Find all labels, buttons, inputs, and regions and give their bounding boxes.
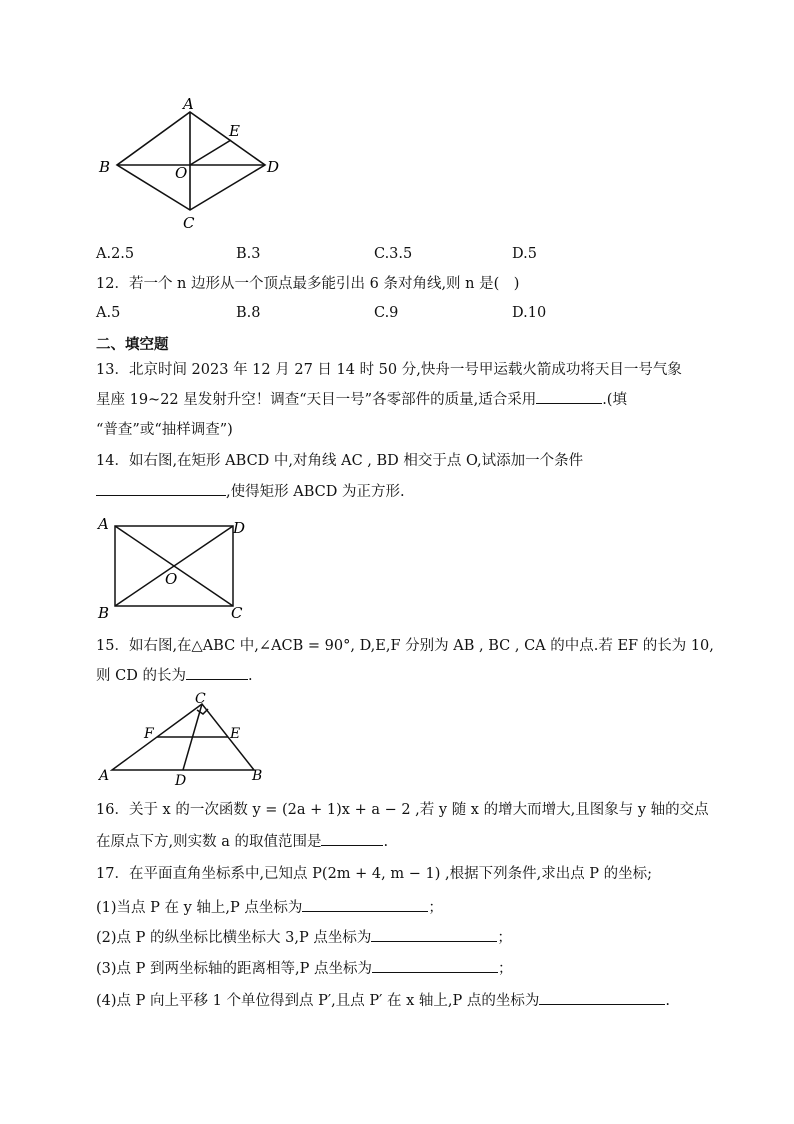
q17-part2-blank[interactable] bbox=[371, 927, 497, 942]
label-f: F bbox=[144, 726, 154, 742]
q15-text-a: 则 CD 的长为 bbox=[96, 668, 186, 684]
label-c: C bbox=[231, 604, 243, 622]
q17-part2 bbox=[96, 927, 512, 948]
label-c: C bbox=[183, 214, 195, 232]
q13-line1: 13．北京时间 2023 年 12 月 27 日 14 时 50 分,快舟一号甲运载火箭成功将天目一号气象 bbox=[96, 362, 682, 378]
q17-part1-blank[interactable] bbox=[302, 897, 428, 912]
q16-answer-blank[interactable] bbox=[321, 831, 383, 846]
label-a: A bbox=[99, 768, 110, 784]
label-b: B bbox=[98, 604, 110, 622]
label-e: E bbox=[229, 122, 240, 140]
q16-text-a: 在原点下方,则实数 a 的取值范围是 bbox=[96, 834, 322, 850]
q14-line1: 14．如右图,在矩形 ABCD 中,对角线 AC , BD 相交于点 O,试添加一个条件 bbox=[96, 453, 584, 469]
q13-line3: “普查”或“抽样调查”) bbox=[96, 422, 233, 438]
label-e: E bbox=[230, 726, 241, 742]
q12-stem: 12．若一个 n 边形从一个顶点最多能引出 6 条对角线,则 n 是( ) bbox=[96, 276, 520, 292]
q17-part3-end: ； bbox=[498, 961, 513, 977]
q13-line2 bbox=[96, 389, 627, 410]
label-d: D bbox=[267, 158, 280, 176]
q17-part4 bbox=[96, 990, 670, 1011]
label-a: A bbox=[183, 95, 194, 113]
q17-part3-blank[interactable] bbox=[372, 958, 498, 973]
q17-stem: 17．在平面直角坐标系中,已知点 P(2m + 4, m − 1) ,根据下列条件,求出点 P 的坐标; bbox=[96, 866, 653, 882]
rhombus-outline bbox=[117, 112, 265, 210]
q17-part1-text: (1)当点 P 在 y 轴上,P 点坐标为 bbox=[96, 900, 303, 916]
label-d: D bbox=[233, 519, 246, 537]
q11-option-a: A.2.5 bbox=[96, 246, 135, 262]
label-o: O bbox=[175, 164, 188, 182]
label-b: B bbox=[99, 158, 111, 176]
label-c: C bbox=[195, 691, 206, 707]
label-a: A bbox=[98, 515, 109, 533]
q12-option-c: C.9 bbox=[374, 305, 399, 321]
q14-answer-blank[interactable] bbox=[96, 481, 226, 496]
rectangle-figure bbox=[92, 512, 252, 622]
q11-option-c: C.3.5 bbox=[374, 246, 413, 262]
q13-text-a: 星座 19~22 星发射升空！调查“天目一号”各零部件的质量,适合采用 bbox=[96, 392, 537, 408]
label-d: D bbox=[175, 773, 187, 788]
q11-option-b: B.3 bbox=[236, 246, 261, 262]
q17-part4-end: . bbox=[665, 993, 670, 1009]
q15-answer-blank[interactable] bbox=[186, 665, 248, 680]
q17-part4-blank[interactable] bbox=[539, 990, 665, 1005]
q17-part3 bbox=[96, 958, 513, 979]
q15-line1: 15．如右图,在△ABC 中,∠ACB = 90°, D,E,F 分别为 AB , BC , CA 的中点.若 EF 的长为 10, bbox=[96, 638, 714, 654]
q17-part3-text: (3)点 P 到两坐标轴的距离相等,P 点坐标为 bbox=[96, 961, 372, 977]
q14-line2 bbox=[96, 481, 405, 502]
q15-line2 bbox=[96, 665, 253, 686]
q12-option-b: B.8 bbox=[236, 305, 261, 321]
segment-oe bbox=[190, 140, 231, 165]
q17-part2-end: ； bbox=[497, 930, 512, 946]
q16-line2 bbox=[96, 831, 388, 852]
q17-part4-text: (4)点 P 向上平移 1 个单位得到点 P′,且点 P′ 在 x 轴上,P 点的坐标为 bbox=[96, 993, 540, 1009]
q13-text-b: .(填 bbox=[602, 392, 627, 408]
q14-text-b: ,使得矩形 ABCD 为正方形. bbox=[226, 484, 405, 500]
q16-line1: 16．关于 x 的一次函数 y = (2a + 1)x + a − 2 ,若 y 随 x 的增大而增大,且图象与 y 轴的交点 bbox=[96, 802, 709, 818]
q16-text-b: . bbox=[383, 834, 389, 850]
rhombus-figure bbox=[90, 92, 290, 232]
q11-option-d: D.5 bbox=[512, 246, 537, 262]
q12-option-a: A.5 bbox=[96, 305, 121, 321]
q17-part2-text: (2)点 P 的纵坐标比横坐标大 3,P 点坐标为 bbox=[96, 930, 372, 946]
q12-option-d: D.10 bbox=[512, 305, 547, 321]
q17-part1 bbox=[96, 897, 443, 918]
q17-part1-end: ； bbox=[428, 900, 443, 916]
section-heading: 二、填空题 bbox=[96, 337, 169, 353]
label-b: B bbox=[252, 768, 263, 784]
label-o: O bbox=[165, 570, 178, 588]
triangle-figure bbox=[94, 688, 274, 788]
q15-text-b: . bbox=[247, 668, 253, 684]
q13-answer-blank[interactable] bbox=[536, 389, 602, 404]
